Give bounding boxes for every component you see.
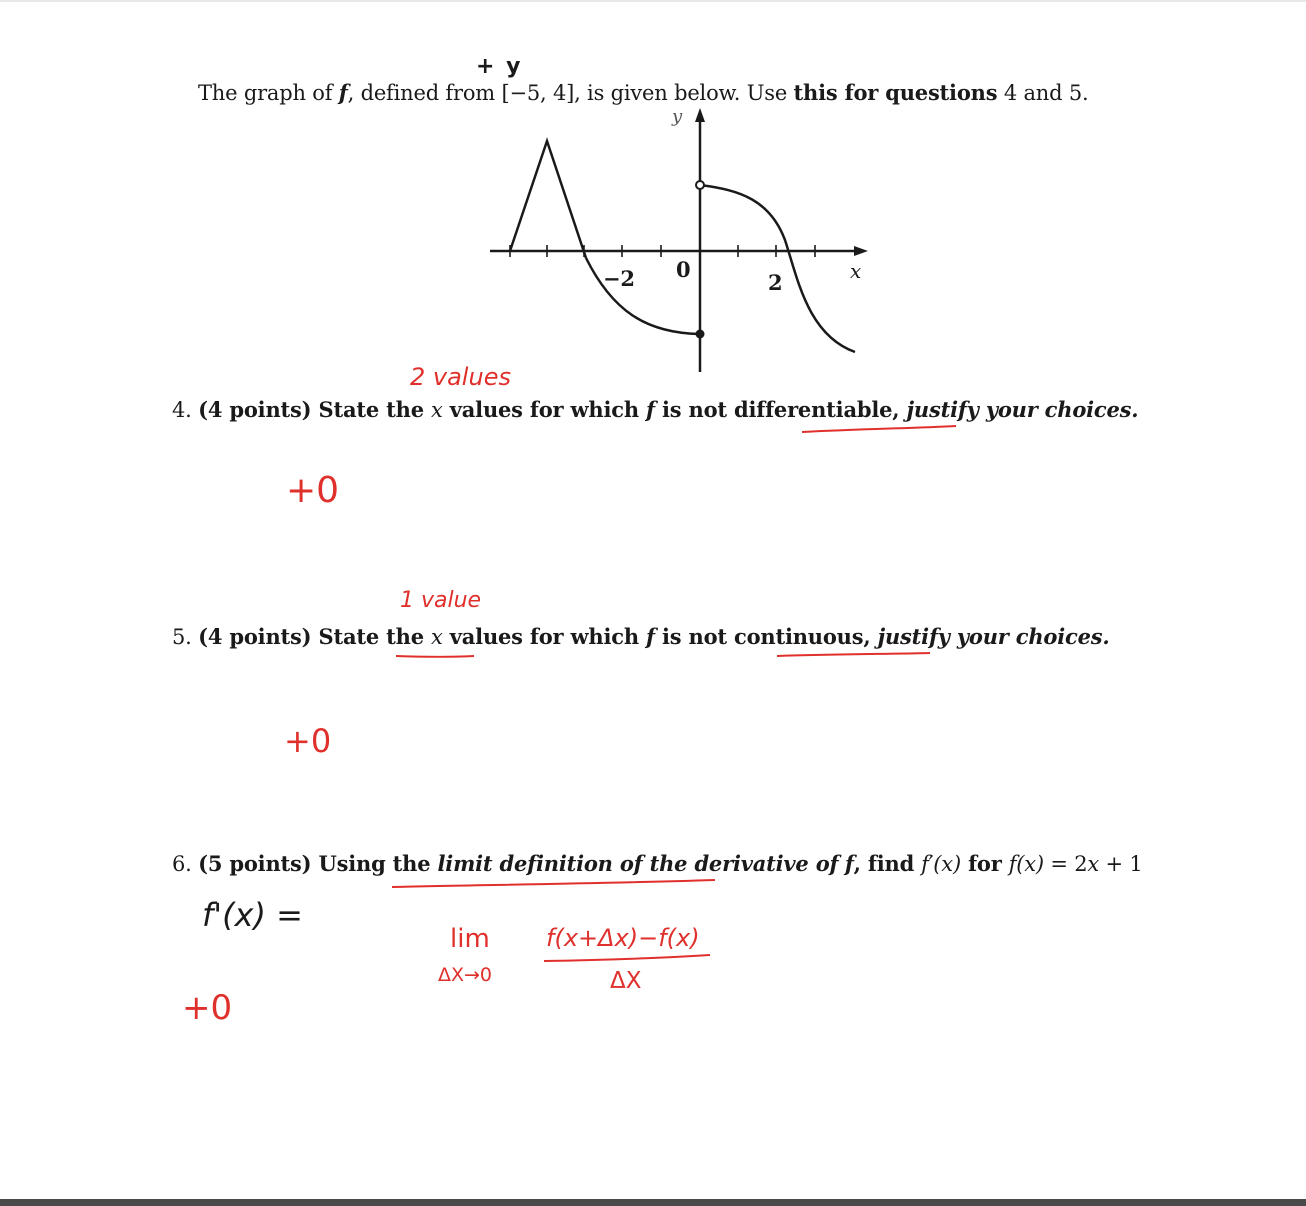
q6-handwritten-lim-sub: ΔX→0 xyxy=(438,964,493,986)
q6-limit-def: limit definition of the derivative of xyxy=(437,851,839,876)
q4-f: f xyxy=(646,397,655,422)
q6-f: f xyxy=(844,851,854,876)
q4-handwritten-note: 2 values xyxy=(410,363,511,391)
q4-points: (4 points) xyxy=(198,397,312,422)
intro-text-a: The graph of xyxy=(198,81,339,105)
q6-text-a: Using the xyxy=(311,851,438,876)
q4-underline xyxy=(800,424,1000,434)
q5-justify: justify your choices. xyxy=(877,624,1110,649)
q6-fraction-bar xyxy=(542,952,732,964)
intro-handwritten-note: + y xyxy=(476,54,523,79)
q5-underline-values xyxy=(394,653,494,663)
q4-text-a: State the xyxy=(311,397,431,422)
q6-underline xyxy=(390,878,730,892)
x-axis-arrow xyxy=(854,246,868,256)
q6-fx: f(x) xyxy=(1008,852,1044,876)
q6-handwritten-lim: lim xyxy=(450,924,490,954)
q5-text xyxy=(172,624,1109,650)
q5-text-a: State the xyxy=(311,624,431,649)
q6-text-f: + 1 xyxy=(1099,852,1143,876)
intro-text-c: , is given below. Use xyxy=(574,81,794,105)
graph-right-curve xyxy=(700,185,855,352)
q4-x: x xyxy=(431,398,443,422)
q4-text-c: is not differentiable, xyxy=(654,397,907,422)
q4-justify: justify your choices. xyxy=(906,397,1139,422)
q5-points: (4 points) xyxy=(198,624,312,649)
bottom-bar xyxy=(0,1199,1306,1206)
intro-text-b: , defined from xyxy=(347,81,502,105)
q6-handwritten-numerator: f(x+Δx)−f(x) xyxy=(546,924,700,952)
q6-text-c: , find xyxy=(853,851,922,876)
q6-handwritten-denominator: ΔX xyxy=(610,968,642,994)
tick-label-2: 2 xyxy=(768,270,783,295)
q5-number: 5. xyxy=(172,625,192,649)
q6-text xyxy=(172,851,1143,877)
intro-interval: [−5, 4] xyxy=(501,81,575,105)
q6-number: 6. xyxy=(172,852,192,876)
q6-text-d: for xyxy=(960,851,1009,876)
q4-text-b: values for which xyxy=(442,397,647,422)
function-graph xyxy=(0,0,1306,400)
q6-text-e: = 2 xyxy=(1043,852,1088,876)
q5-handwritten-note: 1 value xyxy=(400,588,482,613)
tick-label-neg2: −2 xyxy=(603,266,635,291)
intro-f: f xyxy=(338,80,348,105)
q5-text-b: values for which xyxy=(442,624,647,649)
graph-triangle-piece xyxy=(510,141,586,258)
q6-x: x xyxy=(1087,852,1100,876)
q5-underline-justify xyxy=(775,650,975,660)
tick-label-0: 0 xyxy=(676,257,691,282)
q5-f: f xyxy=(646,624,655,649)
intro-text-e: 4 and 5. xyxy=(997,81,1089,105)
y-axis-arrow xyxy=(695,108,705,122)
q4-number: 4. xyxy=(172,398,192,422)
x-axis-label: x xyxy=(850,259,862,283)
closed-point xyxy=(696,330,705,339)
q5-x: x xyxy=(431,625,443,649)
q6-handwritten-fprime: f'(x) = xyxy=(202,896,303,934)
intro-text-d: this for questions xyxy=(793,80,998,105)
q5-handwritten-answer: +0 xyxy=(284,722,332,760)
q6-points: (5 points) xyxy=(198,851,312,876)
open-point xyxy=(696,181,704,189)
q4-handwritten-answer: +0 xyxy=(286,470,340,511)
q6-fprime: f′(x) xyxy=(921,852,961,876)
y-axis-label: y xyxy=(672,106,682,127)
q5-text-c: is not continuous, xyxy=(654,624,878,649)
q6-handwritten-answer: +0 xyxy=(182,988,233,1028)
q4-text xyxy=(172,397,1138,423)
